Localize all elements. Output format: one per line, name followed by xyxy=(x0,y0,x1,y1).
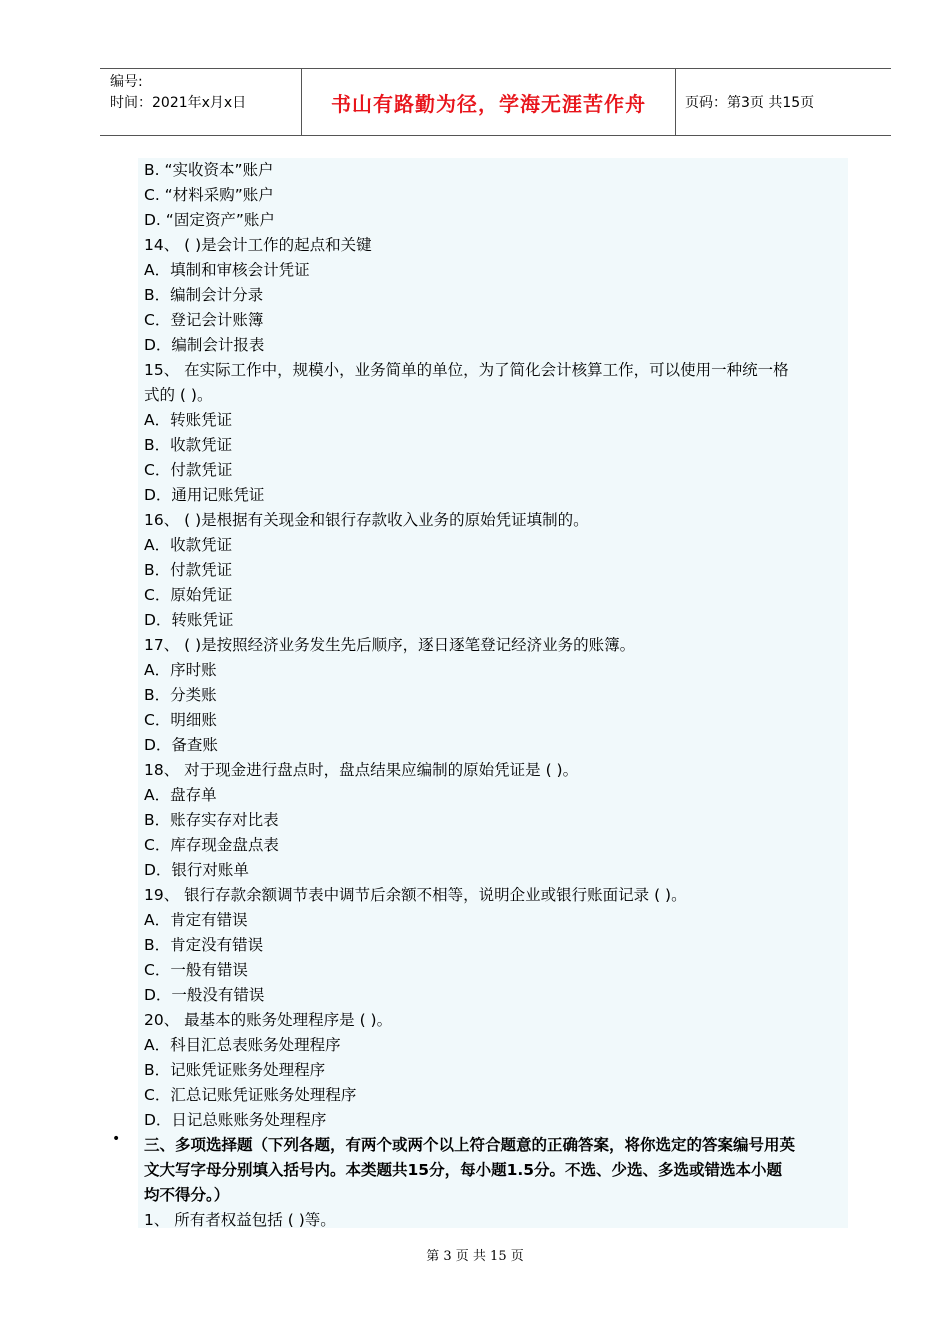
text-line: B．收款凭证 xyxy=(144,436,233,454)
document-body xyxy=(138,158,848,1228)
text-line: C．原始凭证 xyxy=(144,586,233,604)
text-line: B. “实收资本”账户 xyxy=(144,161,274,179)
text-line: A．肯定有错误 xyxy=(144,911,248,929)
question-20: 20、 最基本的账务处理程序是 ( )。 xyxy=(144,1011,393,1029)
text-line: A．序时账 xyxy=(144,661,217,679)
text-line: C．库存现金盘点表 xyxy=(144,836,279,854)
section-heading: 均不得分。） xyxy=(144,1186,230,1204)
question-18: 18、 对于现金进行盘点时，盘点结果应编制的原始凭证是 ( )。 xyxy=(144,761,579,779)
text-line: B．肯定没有错误 xyxy=(144,936,264,954)
text-line: C．明细账 xyxy=(144,711,217,729)
text-line: C．付款凭证 xyxy=(144,461,233,479)
text-line: C．一般有错误 xyxy=(144,961,248,979)
question-15: 15、 在实际工作中，规模小，业务简单的单位，为了简化会计核算工作，可以使用一种统一格 xyxy=(144,361,789,379)
text-line: B．付款凭证 xyxy=(144,561,233,579)
text-line: B．分类账 xyxy=(144,686,217,704)
text-line: D．转账凭证 xyxy=(144,611,234,629)
question-19: 19、 银行存款余额调节表中调节后余额不相等，说明企业或银行账面记录 ( )。 xyxy=(144,886,687,904)
question-14: 14、 ( )是会计工作的起点和关键 xyxy=(144,236,372,254)
text-line: D．一般没有错误 xyxy=(144,986,265,1004)
question-17: 17、 ( )是按照经济业务发生先后顺序，逐日逐笔登记经济业务的账簿。 xyxy=(144,636,636,654)
text-line: D．备查账 xyxy=(144,736,218,754)
number-label: 编号: xyxy=(110,74,143,90)
header-motto: 书山有路勤为径，学海无涯苦作舟 xyxy=(302,69,676,135)
question-1: 1、 所有者权益包括 ( )等。 xyxy=(144,1211,336,1229)
text-line: D．日记总账账务处理程序 xyxy=(144,1111,327,1129)
text-line: A．填制和审核会计凭证 xyxy=(144,261,310,279)
section-heading: 三、多项选择题（下列各题，有两个或两个以上符合题意的正确答案，将你选定的答案编号用英 xyxy=(144,1136,796,1154)
text-line: B．编制会计分录 xyxy=(144,286,264,304)
text-line: D. “固定资产”账户 xyxy=(144,211,275,229)
text-line: C．汇总记账凭证账务处理程序 xyxy=(144,1086,357,1104)
header-meta xyxy=(100,69,302,135)
question-16: 16、 ( )是根据有关现金和银行存款收入业务的原始凭证填制的。 xyxy=(144,511,589,529)
text-line: D．通用记账凭证 xyxy=(144,486,265,504)
text-line: A．盘存单 xyxy=(144,786,217,804)
section-heading: 文大写字母分别填入括号内。本类题共15分，每小题1.5分。不选、少选、多选或错选本小题 xyxy=(144,1161,783,1179)
text-line: A．收款凭证 xyxy=(144,536,233,554)
time-label: 时间：2021年x月x日 xyxy=(110,95,247,111)
text-line: C. “材料采购”账户 xyxy=(144,186,274,204)
page-header xyxy=(100,68,891,136)
bullet-icon: • xyxy=(112,1131,121,1147)
text-line: B．账存实存对比表 xyxy=(144,811,279,829)
text-line: C．登记会计账簿 xyxy=(144,311,264,329)
text-line: D．编制会计报表 xyxy=(144,336,265,354)
text-line: A．科目汇总表账务处理程序 xyxy=(144,1036,341,1054)
text-line: B．记账凭证账务处理程序 xyxy=(144,1061,326,1079)
text-line: 式的 ( )。 xyxy=(144,386,213,404)
text-line: D．银行对账单 xyxy=(144,861,249,879)
page-footer: 第 3 页 共 15 页 xyxy=(426,1249,524,1264)
page-info: 页码：第3页 共15页 xyxy=(685,95,815,111)
text-line: A．转账凭证 xyxy=(144,411,233,429)
